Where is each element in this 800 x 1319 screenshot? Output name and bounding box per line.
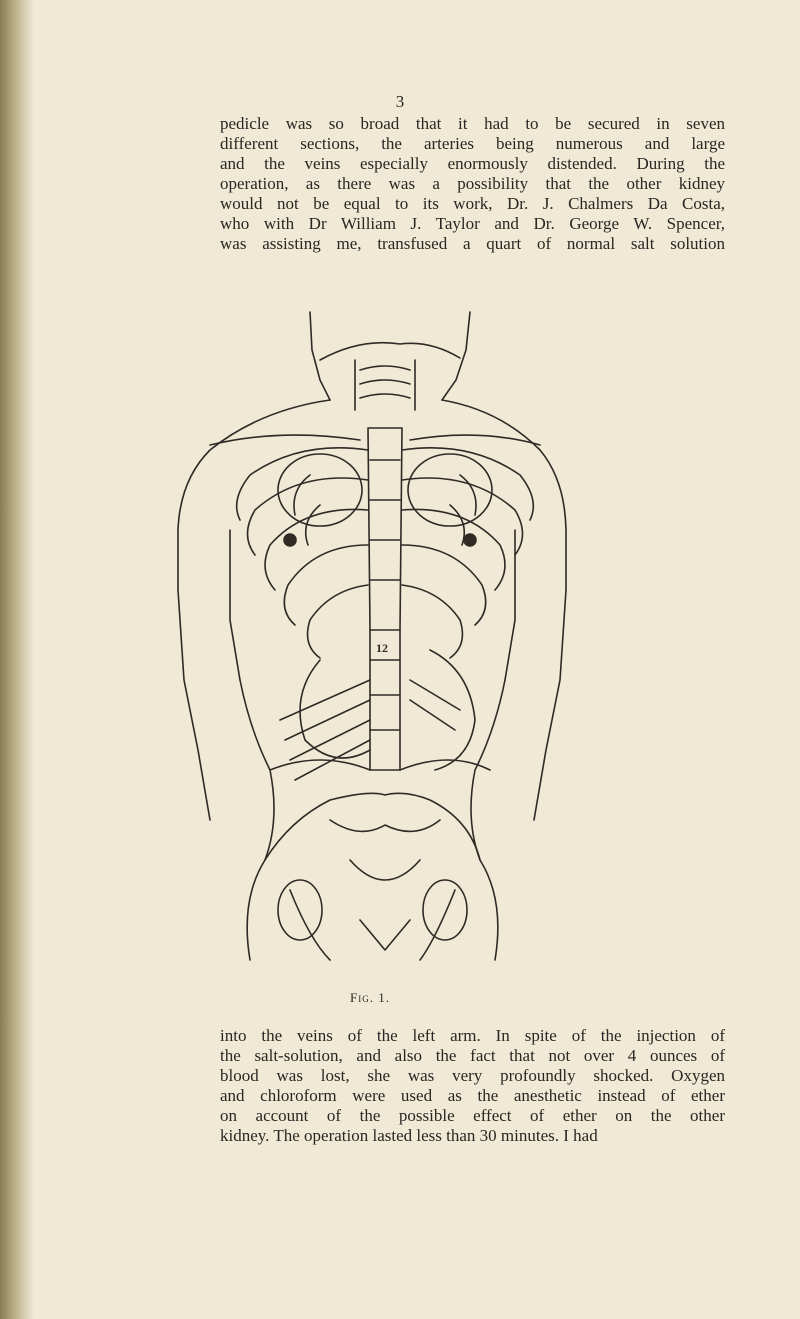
paragraph-top <box>220 114 725 254</box>
right-thigh-outline <box>480 860 498 960</box>
text-line: into the veins of the left arm. In spite of the injection of <box>220 1026 725 1045</box>
figure-label-12: 12 <box>376 641 388 655</box>
left-shoulder-outline <box>178 400 330 590</box>
anatomical-torso-diagram <box>170 300 570 980</box>
right-clavicle <box>410 435 540 445</box>
figure-caption <box>340 990 400 1006</box>
left-thigh-outline <box>247 860 265 960</box>
book-spine-shadow <box>0 0 34 1319</box>
text-line: the salt-solution, and also the fact that not over 4 ounces of <box>220 1046 725 1065</box>
paragraph-bottom <box>220 1026 725 1146</box>
left-flank-outline <box>240 680 274 860</box>
text-line: operation, as there was a possibility that the other kidney <box>220 174 725 193</box>
text-line: on account of the possible effect of ether on the other <box>220 1106 725 1125</box>
torso-drawing <box>170 300 570 980</box>
text-line: blood was lost, she was very profoundly shocked. Oxygen <box>220 1066 725 1085</box>
left-clavicle <box>210 435 360 445</box>
text-line: was assisting me, transfused a quart of normal salt solution <box>220 234 725 253</box>
text-line: pedicle was so broad that it had to be secured in seven <box>220 114 725 133</box>
text-line: who with Dr William J. Taylor and Dr. George W. Spencer, <box>220 214 725 233</box>
figure-caption-text: Fig. 1. <box>350 990 390 1005</box>
left-arm-outline <box>178 590 210 820</box>
right-kidney-outline <box>430 650 475 770</box>
text-line: different sections, the arteries being numerous and large <box>220 134 725 153</box>
right-flank-outline <box>471 680 505 860</box>
text-line: and chloroform were used as the anesthetic instead of ether <box>220 1086 725 1105</box>
page-number: 3 <box>395 92 405 111</box>
pelvic-rim <box>265 793 480 860</box>
text-line: kidney. The operation lasted less than 30 minutes. I had <box>220 1126 598 1145</box>
text-line: and the veins especially enormously distended. During the <box>220 154 725 173</box>
sternum <box>368 428 402 630</box>
right-arm-outline <box>534 590 566 820</box>
text-line: would not be equal to its work, Dr. J. Chalmers Da Costa, <box>220 194 725 213</box>
jaw-line <box>320 343 460 360</box>
